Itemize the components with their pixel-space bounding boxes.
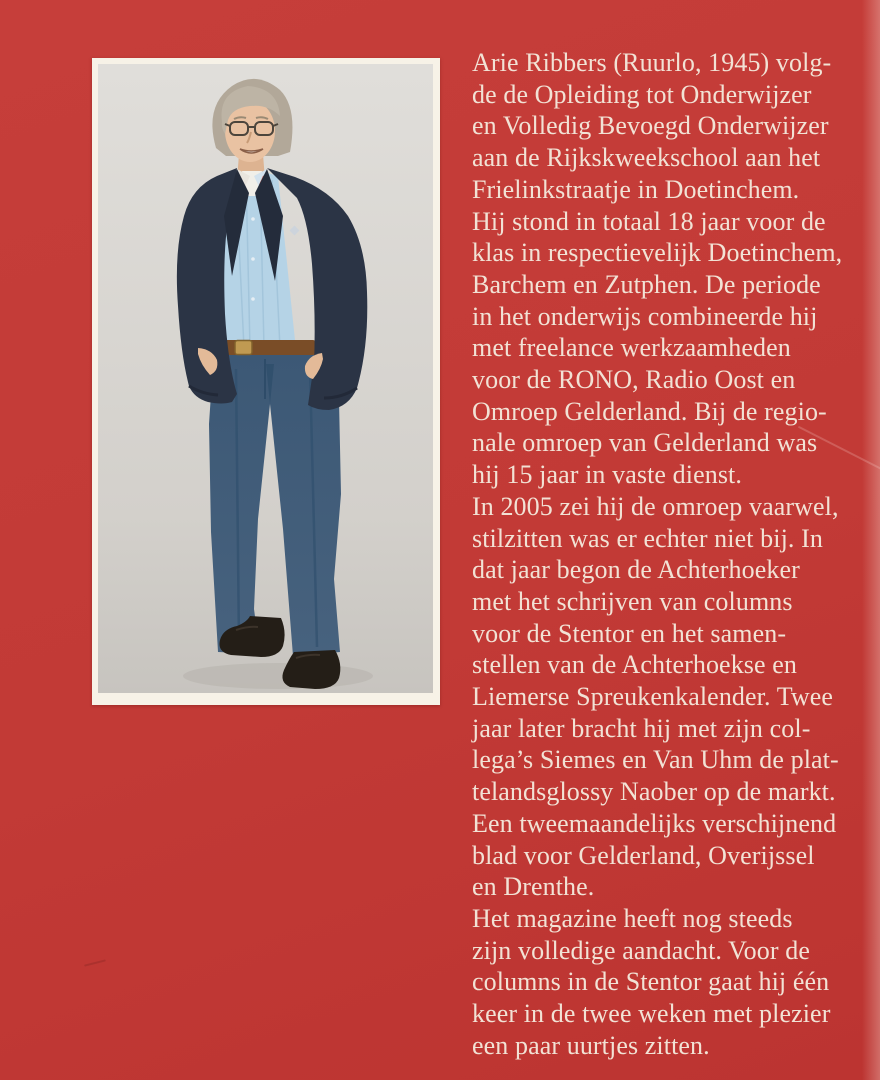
bio-line: klas in respectievelijk Doetinchem, [472, 238, 843, 268]
portrait-photo-frame [92, 58, 440, 705]
bio-line: keer in de twee weken met plezier [472, 999, 831, 1029]
bio-line: Barchem en Zutphen. De periode [472, 269, 821, 299]
bio-line: nale omroep van Gelderland was [472, 428, 818, 458]
bio-line: met freelance werkzaamheden [472, 333, 791, 363]
bio-line: In 2005 zei hij de omroep vaarwel, [472, 491, 839, 521]
scan-edge-highlight [862, 0, 880, 1080]
bio-line: hij 15 jaar in vaste dienst. [472, 460, 742, 490]
bio-line: in het onderwijs combineerde hij [472, 301, 818, 331]
bio-line: Frielinkstraatje in Doetinchem. [472, 174, 800, 204]
bio-line: stellen van de Achterhoekse en [472, 650, 797, 680]
bio-line: en Drenthe. [472, 872, 595, 902]
bio-line: Liemerse Spreukenkalender. Twee [472, 682, 834, 712]
bio-line: lega’s Siemes en Van Uhm de plat- [472, 745, 839, 775]
portrait-photo [98, 64, 433, 693]
bio-line: jaar later bracht hij met zijn col- [472, 713, 811, 743]
bio-line: met het schrijven van columns [472, 586, 793, 616]
bio-line: Omroep Gelderland. Bij de regio- [472, 396, 827, 426]
bio-line: de de Opleiding tot Onderwijzer [472, 79, 812, 109]
bio-line: voor de RONO, Radio Oost en [472, 365, 796, 395]
bio-line: dat jaar begon de Achterhoeker [472, 555, 800, 585]
bio-text [472, 47, 874, 1062]
bio-line: columns in de Stentor gaat hij één [472, 967, 830, 997]
bio-line: telandsglossy Naober op de markt. [472, 777, 836, 807]
bio-line: Hij stond in totaal 18 jaar voor de [472, 206, 826, 236]
bio-line: voor de Stentor en het samen- [472, 618, 787, 648]
bio-line: zijn volledige aandacht. Voor de [472, 935, 810, 965]
bio-line: en Volledig Bevoegd Onderwijzer [472, 111, 829, 141]
belt [222, 340, 316, 355]
bio-line: een paar uurtjes zitten. [472, 1030, 710, 1060]
bio-line: aan de Rijkskweekschool aan het [472, 143, 821, 173]
bio-line: stilzitten was er echter niet bij. In [472, 523, 823, 553]
bio-line: Het magazine heeft nog steeds [472, 903, 793, 933]
floor-shadow [183, 663, 373, 689]
bio-line: Een tweemaandelijks verschijnend [472, 808, 837, 838]
bio-line: blad voor Gelderland, Overijssel [472, 840, 815, 870]
bio-line: Arie Ribbers (Ruurlo, 1945) volg- [472, 48, 832, 77]
cover-scratch-artifact [84, 959, 106, 966]
